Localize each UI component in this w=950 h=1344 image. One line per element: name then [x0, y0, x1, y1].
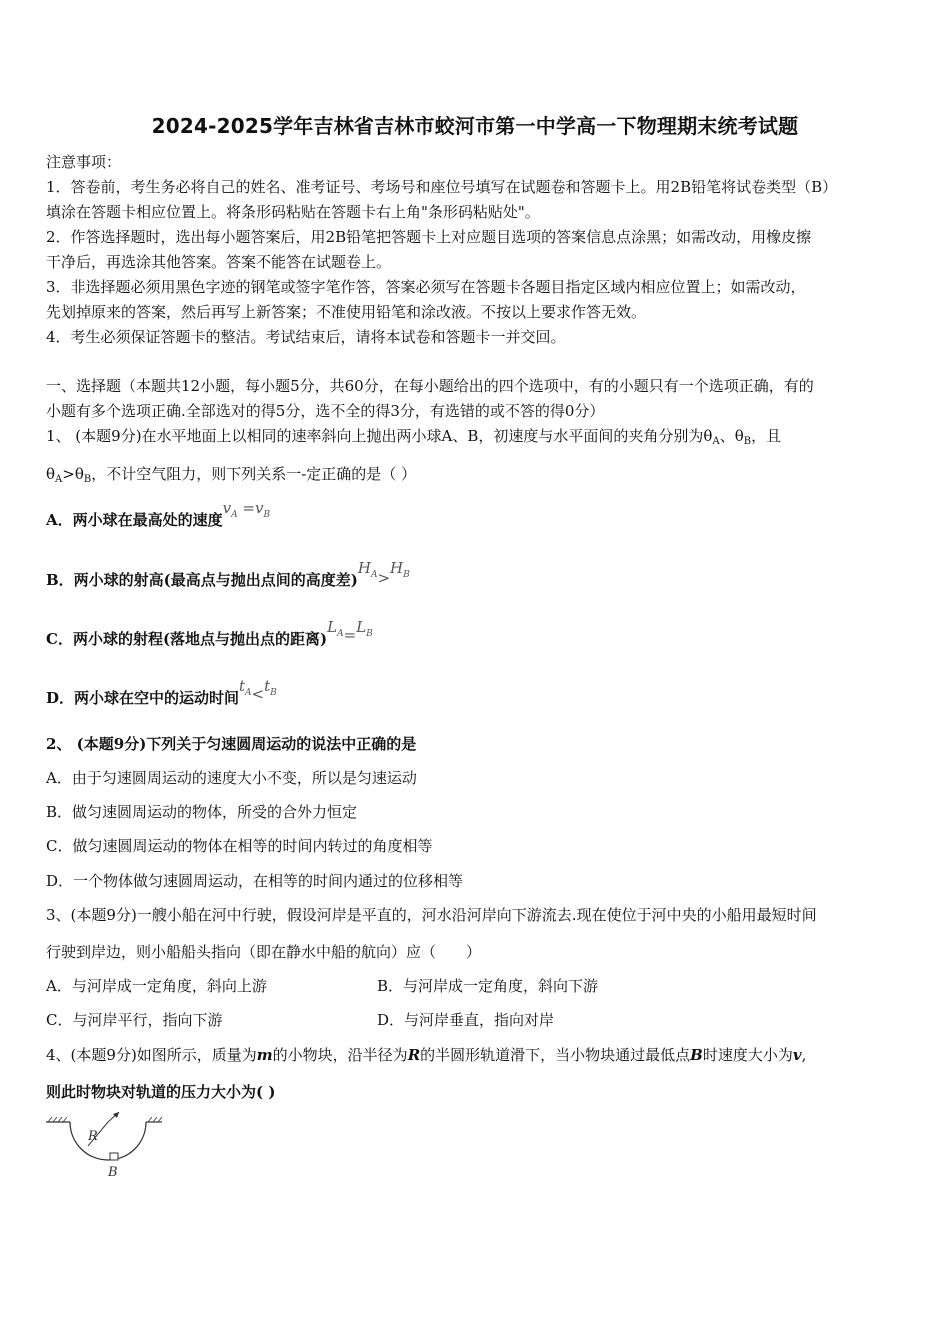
- q3-option-b[interactable]: B．与河岸成一定角度，斜向下游: [377, 977, 599, 995]
- section-heading: 小题有多个选项正确.全部选对的得5分，选不全的得3分，有选错的或不答的得0分）: [46, 402, 605, 420]
- notice-line: 2．作答选择题时，选出每小题答案后，用2B铅笔把答题卡上对应题目选项的答案信息点涂黑；如需改动，用橡皮擦: [46, 228, 812, 246]
- semicircle-track: [70, 1122, 146, 1160]
- q1-sep: 、θ: [719, 427, 744, 445]
- option-text: A．两小球在最高处的速度: [46, 511, 223, 529]
- question-4-stem: 4、(本题9分)如图所示，质量为m的小物块，沿半径为R的半圆形轨道滑下，当小物块通过最低点B时速度大小为v,: [46, 1046, 807, 1064]
- q1-option-a[interactable]: [46, 499, 271, 537]
- question-4-stem-line2: 则此时物块对轨道的压力大小为( ): [46, 1083, 276, 1101]
- question-2-stem: 2、 (本题9分)下列关于匀速圆周运动的说法中正确的是: [46, 735, 417, 753]
- q1-sub-a: A: [712, 436, 720, 447]
- q1-theta: θ: [46, 465, 56, 483]
- notice-line: 干净后，再选涂其他答案。答案不能答在试题卷上。: [46, 253, 392, 271]
- q1-sub-b: B: [743, 436, 752, 447]
- option-text: D．两小球在空中的运动时间: [46, 689, 240, 707]
- q3-option-a[interactable]: A．与河岸成一定角度，斜向上游: [46, 977, 267, 995]
- q1-sub-b: B: [83, 474, 92, 485]
- q3-option-c[interactable]: C．与河岸平行，指向下游: [46, 1011, 223, 1029]
- q1-stem-rest: ，不计空气阻力，则下列关系一-定正确的是（ ）: [91, 465, 417, 483]
- q1-option-c[interactable]: [46, 618, 373, 656]
- q3-option-d[interactable]: D．与河岸垂直，指向对岸: [377, 1011, 555, 1029]
- question-3-stem-line2: 行驶到岸边，则小船船头指向（即在静水中船的航向）应（ ）: [46, 943, 482, 961]
- page-title: 2024-2025学年吉林省吉林市蛟河市第一中学高一下物理期末统考试题: [151, 114, 799, 138]
- semicircle-track-figure: [44, 1112, 164, 1182]
- question-3-stem: 3、(本题9分)一艘小船在河中行驶，假设河岸是平直的，河水沿河岸向下游流去.现在使位于河中央的小船用最短时间: [46, 906, 817, 924]
- notice-line: 4．考生必须保证答题卡的整洁。考试结束后，请将本试卷和答题卡一并交回。: [46, 328, 566, 346]
- section-heading: 一、选择题（本题共12小题，每小题5分，共60分，在每小题给出的四个选项中，有的小题只有一个选项正确，有的: [46, 377, 814, 395]
- notice-line: 1．答卷前，考生务必将自己的姓名、准考证号、考场号和座位号填写在试题卷和答题卡上。用2B铅笔将试卷类型（B）: [46, 178, 838, 196]
- q1-option-d[interactable]: [46, 677, 277, 715]
- q2-option-b[interactable]: B．做匀速圆周运动的物体，所受的合外力恒定: [46, 803, 358, 821]
- option-text: B．两小球的射高(最高点与抛出点间的高度差): [46, 571, 358, 589]
- question-1-stem-line2: [46, 464, 416, 490]
- notice-line: 先划掉原来的答案，然后再写上新答案；不准使用铅笔和涂改液。不按以上要求作答无效。: [46, 303, 647, 321]
- q1-gt: >θ: [62, 465, 84, 483]
- q2-option-c[interactable]: C．做匀速圆周运动的物体在相等的时间内转过的角度相等: [46, 837, 433, 855]
- ground-hatch-right: [148, 1117, 162, 1122]
- formula-va-eq-vb: $v_A =v_B$: [222, 499, 271, 520]
- q1-tail: ，且: [751, 427, 782, 445]
- question-1-stem: [46, 426, 781, 452]
- formula-ha-gt-hb: $H_A>H_B$: [357, 559, 410, 587]
- formula-la-eq-lb: $L_A=L_B$: [327, 618, 373, 644]
- label-r: R: [88, 1129, 98, 1144]
- notice-line: 3．非选择题必须用黑色字迹的钢笔或签字笔作答，答案必须写在答题卡各题目指定区域内相应位置上；如需改动，: [46, 278, 806, 296]
- label-b: B: [108, 1165, 118, 1180]
- q2-option-a[interactable]: A．由于匀速圆周运动的速度大小不变，所以是匀速运动: [46, 769, 417, 787]
- q1-option-b[interactable]: [46, 559, 410, 597]
- option-text: C．两小球的射程(落地点与抛出点的距离): [46, 630, 328, 648]
- formula-ta-lt-tb: $t_A<t_B$: [239, 677, 277, 703]
- block: [110, 1153, 118, 1160]
- notice-line: 填涂在答题卡相应位置上。将条形码粘贴在答题卡右上角"条形码粘贴处"。: [46, 203, 540, 221]
- notice-heading: 注意事项：: [46, 153, 122, 171]
- q2-option-d[interactable]: D．一个物体做匀速圆周运动，在相等的时间内通过的位移相等: [46, 872, 464, 890]
- q1-sub-a: A: [55, 474, 63, 485]
- q1-stem-text: 1、 (本题9分)在水平地面上以相同的速率斜向上抛出两小球A、B，初速度与水平面间的夹角分别为θ: [46, 427, 713, 445]
- ground-hatch-left: [48, 1117, 67, 1122]
